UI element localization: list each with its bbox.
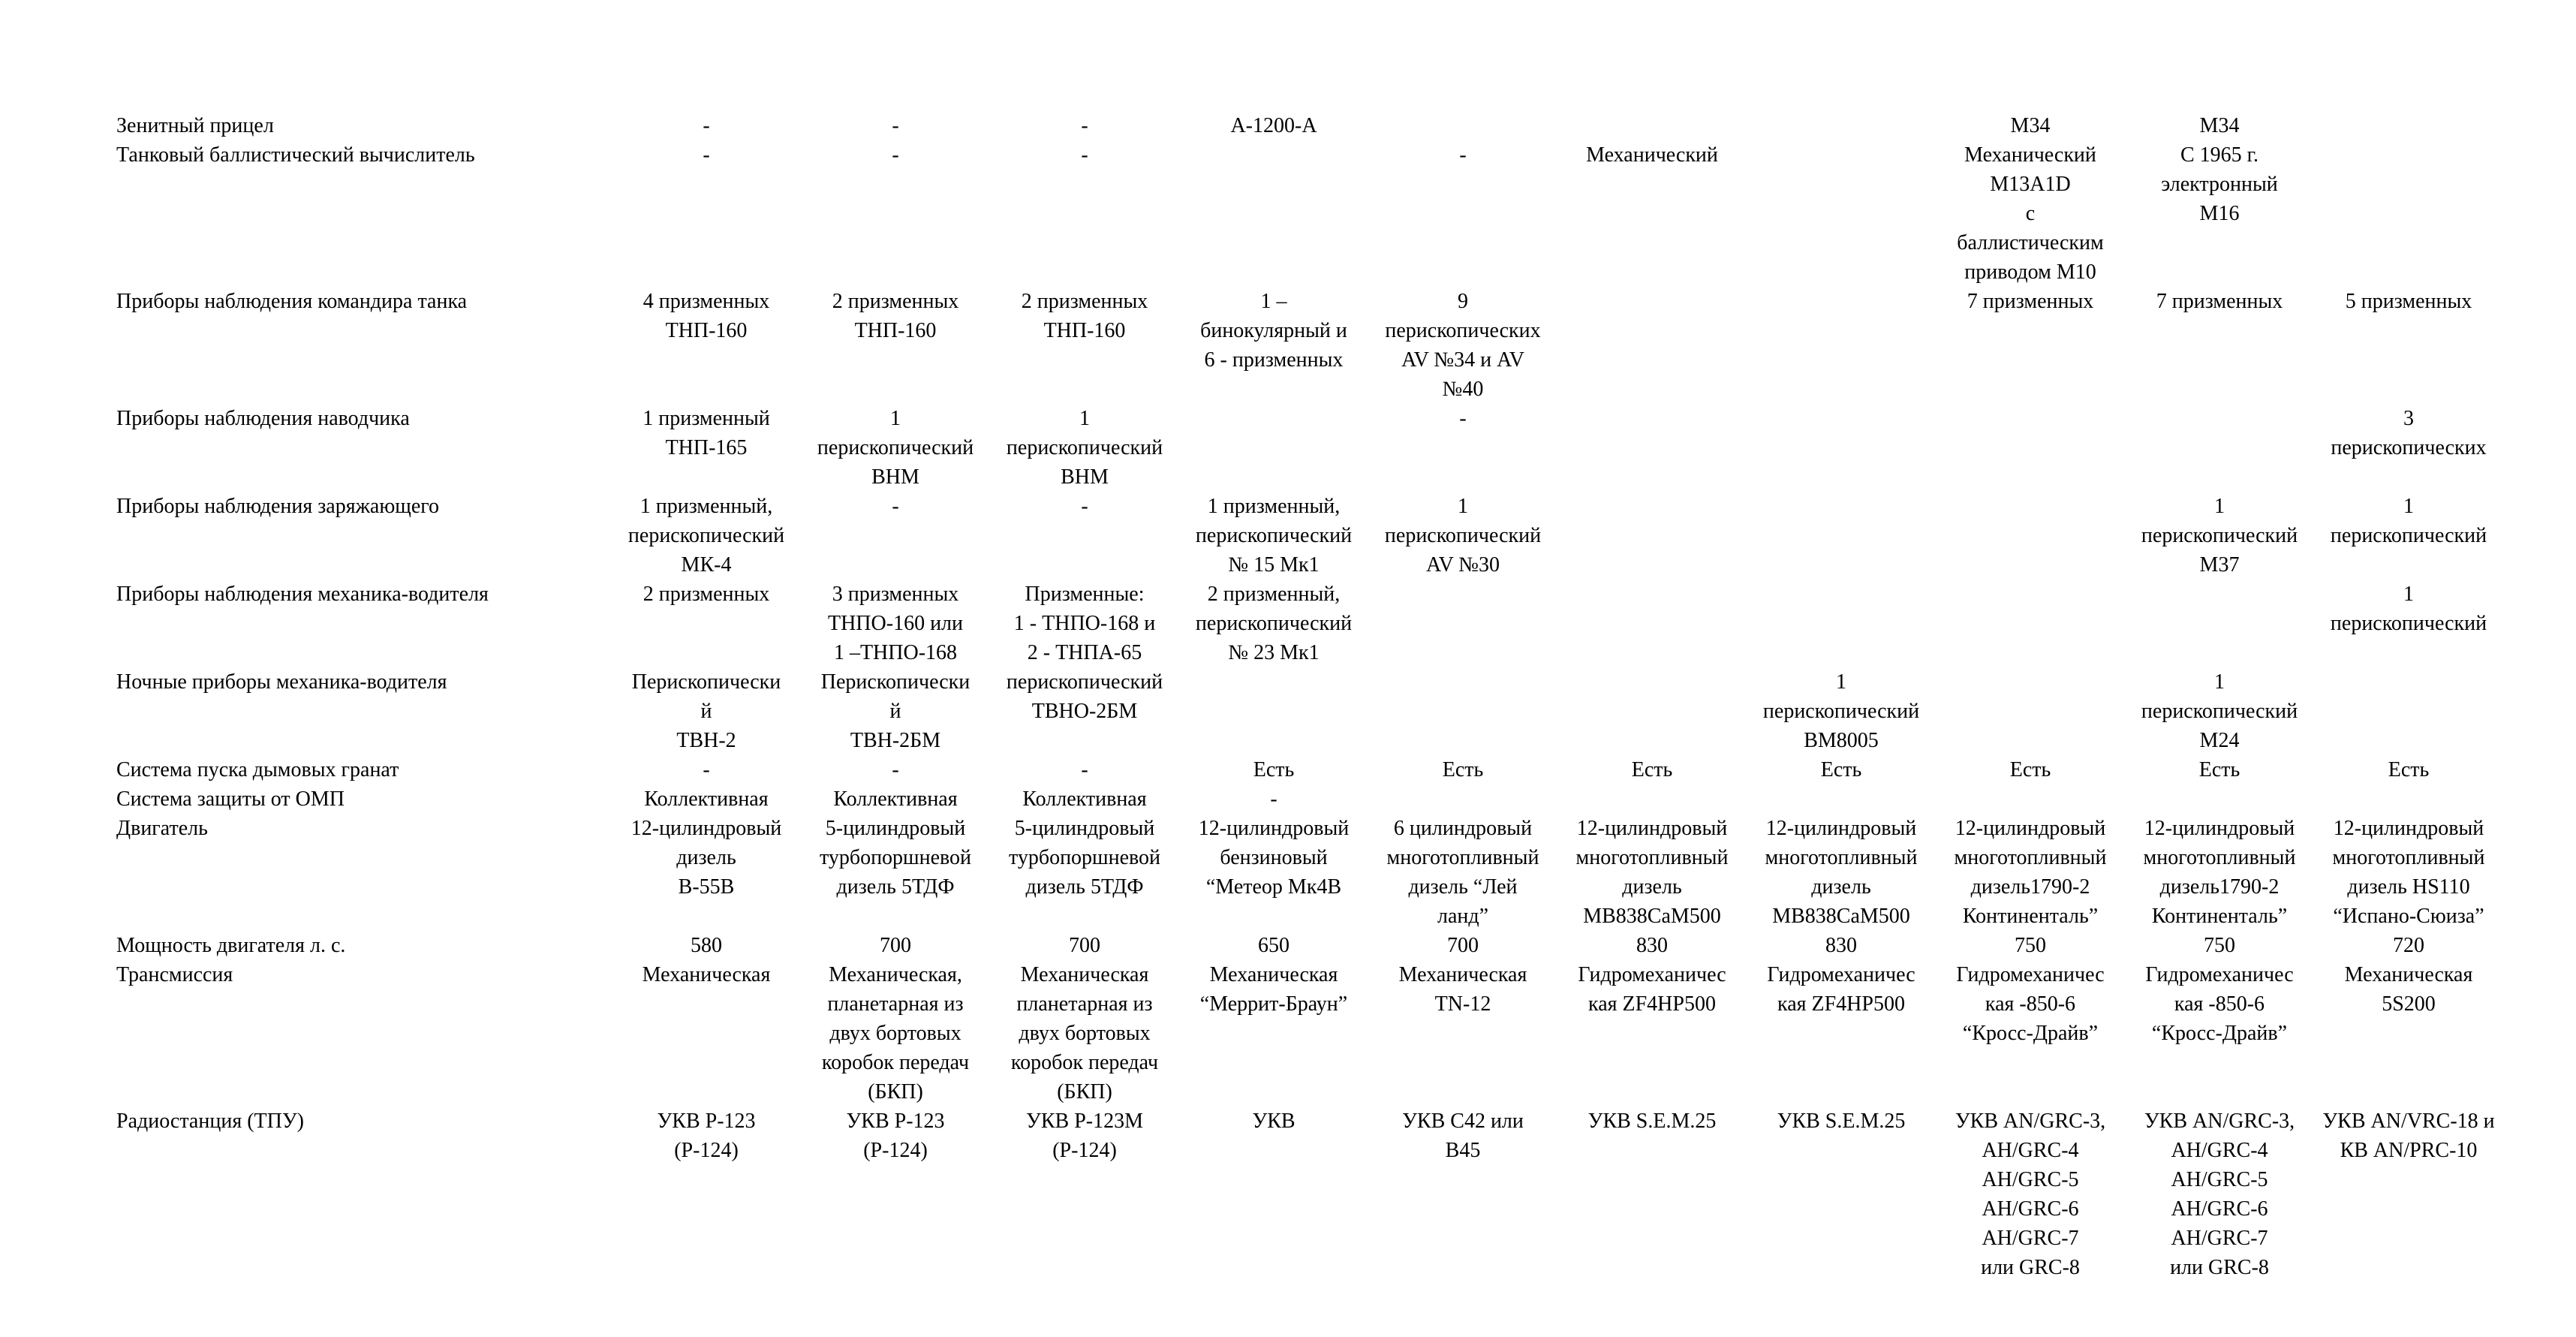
table-cell (1368, 580, 1557, 667)
table-cell: УКВ S.E.M.25 (1777, 1110, 1906, 1133)
table-body (116, 111, 2503, 1282)
table-cell: - (1459, 143, 1467, 167)
table-cell: - (892, 143, 899, 167)
table-cell (1179, 404, 1368, 492)
table-cell: 7 призменных (1967, 290, 2094, 313)
table-cell (2314, 140, 2503, 287)
table-cell: Есть (2009, 758, 2051, 781)
table-cell: - (1459, 407, 1467, 430)
table-cell: 5 призменных (2345, 290, 2472, 313)
table-cell: - (703, 758, 710, 781)
table-cell: 1 – бинокулярный и 6 - призменных (1200, 290, 1347, 372)
table-cell: Есть (1442, 758, 1484, 781)
table-cell: 2 призменных (642, 583, 770, 606)
table-cell (1747, 492, 1936, 580)
row-label: Радиостанция (ТПУ) (116, 1110, 304, 1133)
table-cell: 3 перископических (2331, 407, 2487, 459)
table-cell (1936, 404, 2125, 492)
table-cell: Гидромеханичес кая ZF4HP500 (1578, 963, 1726, 1016)
table-cell (1747, 140, 1936, 287)
table-cell (1179, 140, 1368, 287)
table-cell: 1 перископический ВНМ (817, 407, 974, 489)
table-cell (1557, 287, 1747, 404)
table-cell: 1 перископический М24 (2141, 670, 2298, 752)
table-cell: УКВ AN/GRC-3, AH/GRC-4 AH/GRC-5 AH/GRC-6 AH/GRC-7 или GRC-8 (2144, 1110, 2295, 1279)
table-cell: Есть (1631, 758, 1673, 781)
table-row (116, 814, 2503, 931)
table-cell: 1 призменный ТНП-165 (642, 407, 770, 459)
table-cell: УКВ AN/VRC-18 и КВ AN/PRC-10 (2322, 1110, 2495, 1162)
table-cell: 1 перископический ВМ8005 (1762, 670, 1920, 752)
table-cell: - (892, 758, 899, 781)
table-cell: 9 перископических AV №34 и AV №40 (1385, 290, 1541, 401)
table-cell: 1 призменный, перископический МК-4 (627, 495, 785, 577)
table-cell (1747, 287, 1936, 404)
table-cell: Перископически й ТВН-2 (631, 670, 781, 752)
table-cell: Есть (1820, 758, 1862, 781)
table-cell: 1 перископический AV №30 (1384, 495, 1542, 577)
table-cell: Механическая 5S200 (2344, 963, 2473, 1016)
table-cell: Коллективная (1022, 787, 1147, 811)
table-row (116, 784, 2503, 814)
spec-document (116, 111, 2503, 1282)
table-cell: 700 (1069, 934, 1100, 957)
row-label: Приборы наблюдения механика-водителя (116, 583, 489, 606)
tank-spec-table (116, 111, 2503, 1282)
table-cell: 12-цилиндровый многотопливный дизель1790-2 Континенталь” (2143, 817, 2296, 928)
table-cell: - (1081, 114, 1088, 137)
table-cell (1557, 784, 1747, 814)
table-cell: УКВ Р-123 (Р-124) (657, 1110, 756, 1162)
table-cell (2125, 404, 2314, 492)
table-cell: Механическая, планетарная из двух бортовых коробок передач (БКП) (821, 963, 970, 1104)
table-cell: - (892, 495, 899, 518)
table-cell: Механическая (642, 963, 771, 986)
table-cell: 720 (2393, 934, 2424, 957)
table-cell: - (1081, 143, 1088, 167)
table-cell: 750 (2015, 934, 2046, 957)
table-cell: 12-цилиндровый бензиновый “Метеор Мк4В (1198, 817, 1350, 899)
table-cell (1747, 404, 1936, 492)
table-cell: Перископически й ТВН-2БМ (820, 670, 971, 752)
row-label: Приборы наблюдения наводчика (116, 407, 410, 430)
row-label: Система защиты от ОМП (116, 787, 345, 811)
table-cell: Призменные: 1 - ТНПО-168 и 2 - ТНПА-65 (1013, 583, 1156, 664)
table-cell (1557, 111, 1747, 140)
table-cell: Есть (2388, 758, 2430, 781)
table-cell: 1 призменный, перископический № 15 Мк1 (1195, 495, 1353, 577)
table-row (116, 960, 2503, 1107)
table-cell: перископический ТВНО-2БМ (1006, 670, 1163, 723)
table-cell (1936, 580, 2125, 667)
table-cell: 1 перископический (2330, 495, 2487, 547)
table-cell (2314, 111, 2503, 140)
table-cell: УКВ Р-123М (Р-124) (1026, 1110, 1143, 1162)
table-cell: 700 (1447, 934, 1479, 957)
table-cell: - (703, 143, 710, 167)
table-cell (1936, 667, 2125, 755)
table-cell: Гидромеханичес кая -850-6 “Кросс-Драйв” (1956, 963, 2105, 1045)
table-cell (2125, 580, 2314, 667)
table-row (116, 404, 2503, 492)
table-cell: - (1270, 787, 1277, 811)
table-cell: Гидромеханичес кая ZF4HP500 (1767, 963, 1915, 1016)
table-cell: 830 (1825, 934, 1857, 957)
table-cell: 650 (1258, 934, 1290, 957)
table-cell: 12-цилиндровый многотопливный дизель1790-2 Континенталь” (1954, 817, 2107, 928)
table-row (116, 111, 2503, 140)
table-cell: Механический М13А1D с баллистическим приводом М10 (1957, 143, 2104, 284)
row-label: Приборы наблюдения командира танка (116, 290, 468, 313)
table-cell (1936, 784, 2125, 814)
row-label: Система пуска дымовых гранат (116, 758, 399, 781)
table-cell: 6 цилиндровый многотопливный дизель “Лей ланд” (1386, 817, 1539, 928)
table-cell: УКВ AN/GRC-3, AH/GRC-4 AH/GRC-5 AH/GRC-6 AH/GRC-7 или GRC-8 (1955, 1110, 2106, 1279)
table-row (116, 931, 2503, 960)
table-cell: Есть (2198, 758, 2240, 781)
row-label: Ночные приборы механика-водителя (116, 670, 447, 694)
table-cell: 1 перископический ВНМ (1006, 407, 1163, 489)
table-cell: Механическая “Меррит-Браун” (1199, 963, 1348, 1016)
table-row (116, 140, 2503, 287)
row-label: Танковый баллистический вычислитель (116, 143, 475, 167)
table-cell (1368, 667, 1557, 755)
table-cell (1557, 667, 1747, 755)
table-cell: УКВ Р-123 (Р-124) (846, 1110, 945, 1162)
table-cell: 5-цилиндровый турбопоршневой дизель 5ТДФ (1008, 817, 1161, 899)
table-row (116, 287, 2503, 404)
table-cell: 2 призменный, перископический № 23 Мк1 (1195, 583, 1353, 664)
table-cell: С 1965 г. электронный М16 (2161, 143, 2278, 225)
table-cell: УКВ С42 или В45 (1402, 1110, 1524, 1162)
table-cell: Гидромеханичес кая -850-6 “Кросс-Драйв” (2145, 963, 2294, 1045)
table-cell (1747, 111, 1936, 140)
row-label: Двигатель (116, 817, 208, 840)
table-cell: М34 (2010, 114, 2051, 137)
table-row (116, 492, 2503, 580)
table-cell: 12-цилиндровый многотопливный дизель HS110 “Испано-Сюиза” (2332, 817, 2485, 928)
table-cell: М34 (2199, 114, 2240, 137)
table-cell (2125, 784, 2314, 814)
table-cell: УКВ S.E.M.25 (1587, 1110, 1717, 1133)
table-cell: 2 призменных ТНП-160 (1021, 290, 1148, 342)
row-label: Зенитный прицел (116, 114, 274, 137)
table-cell: 830 (1636, 934, 1668, 957)
table-cell (2314, 784, 2503, 814)
table-cell: Механическая TN-12 (1398, 963, 1527, 1016)
table-cell: 1 перископический М37 (2141, 495, 2298, 577)
table-cell: - (1081, 758, 1088, 781)
table-cell: А-1200-А (1230, 114, 1317, 137)
table-cell: Механическая планетарная из двух бортовых коробок передач (БКП) (1010, 963, 1159, 1104)
table-row (116, 580, 2503, 667)
table-cell: 12-цилиндровый многотопливный дизель MB838CaM500 (1575, 817, 1729, 928)
row-label: Трансмиссия (116, 963, 233, 986)
table-cell (1557, 404, 1747, 492)
table-cell: 12-цилиндровый дизель В-55В (630, 817, 782, 899)
table-cell (1557, 492, 1747, 580)
table-row (116, 1107, 2503, 1282)
table-cell: - (892, 114, 899, 137)
row-label: Мощность двигателя л. с. (116, 934, 346, 957)
table-cell: 3 призменных ТНПО-160 или 1 –ТНПО-168 (827, 583, 964, 664)
table-cell: 750 (2204, 934, 2235, 957)
table-cell: 1 перископический (2330, 583, 2487, 635)
table-cell: 580 (691, 934, 722, 957)
table-cell: 2 призменных ТНП-160 (832, 290, 959, 342)
table-cell: 5-цилиндровый турбопоршневой дизель 5ТДФ (819, 817, 972, 899)
table-row (116, 667, 2503, 755)
table-cell (1557, 580, 1747, 667)
table-cell (1936, 492, 2125, 580)
table-cell (2314, 667, 2503, 755)
table-row (116, 755, 2503, 784)
table-cell (1747, 580, 1936, 667)
table-cell: - (703, 114, 710, 137)
table-cell: 7 призменных (2156, 290, 2283, 313)
table-cell: 12-цилиндровый многотопливный дизель MB838CaM500 (1765, 817, 1918, 928)
row-label: Приборы наблюдения заряжающего (116, 495, 440, 518)
table-cell: 700 (880, 934, 911, 957)
table-cell: Коллективная (644, 787, 769, 811)
table-cell (1368, 111, 1557, 140)
table-cell: - (1081, 495, 1088, 518)
table-cell: 4 призменных ТНП-160 (642, 290, 770, 342)
table-cell: Есть (1253, 758, 1295, 781)
table-cell: Механический (1586, 143, 1718, 167)
table-cell (1179, 667, 1368, 755)
table-cell (1368, 784, 1557, 814)
table-cell: УКВ (1252, 1110, 1296, 1133)
table-cell (1747, 784, 1936, 814)
table-cell: Коллективная (833, 787, 958, 811)
